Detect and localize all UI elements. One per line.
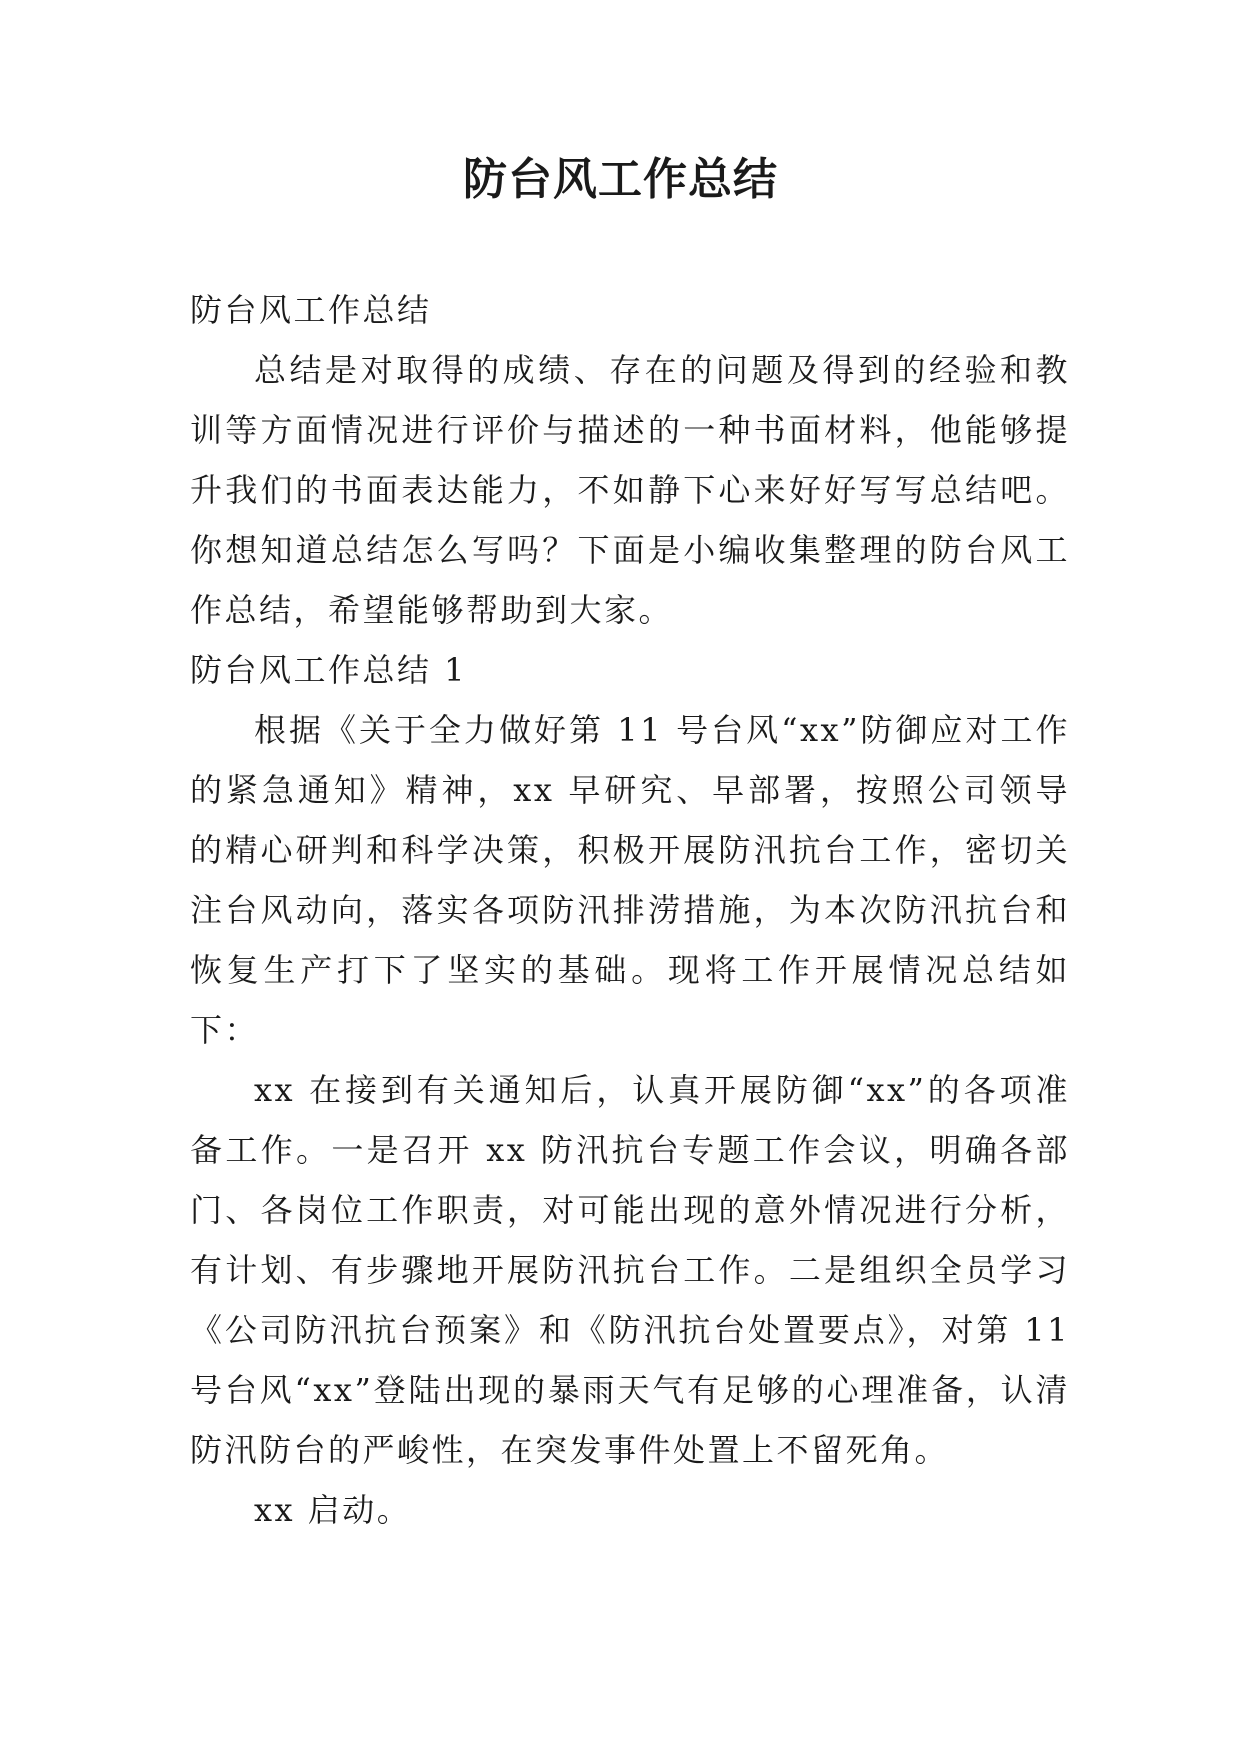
section-1-paragraph-1: 根据《关于全力做好第 11 号台风“xx”防御应对工作的紧急通知》精神，xx 早研究、早部署，按照公司领导的精心研判和科学决策，积极开展防汛抗台工作，密切关注台风动向，落实各项防汛排涝措施，为本次防汛抗台和恢复生产打下了坚实的基础。现将工作开展情况总结如下： — [190, 711, 1070, 1049]
document-subtitle: 防台风工作总结 — [190, 291, 432, 329]
section-1-paragraph-2: xx 在接到有关通知后，认真开展防御“xx”的各项准备工作。一是召开 xx 防汛抗台专题工作会议，明确各部门、各岗位工作职责，对可能出现的意外情况进行分析，有计划、有步骤地开展防汛抗台工作。二是组织全员学习《公司防汛抗台预案》和《防汛抗台处置要点》，对第 11 号台风“xx”登陆出现的暴雨天气有足够的心理准备，认清防汛防台的严峻性，在突发事件处置上不留死角。 — [190, 1071, 1070, 1469]
intro-paragraph: 总结是对取得的成绩、存在的问题及得到的经验和教训等方面情况进行评价与描述的一种书面材料，他能够提升我们的书面表达能力，不如静下心来好好写写总结吧。你想知道总结怎么写吗？下面是小编收集整理的防台风工作总结，希望能够帮助到大家。 — [190, 351, 1070, 629]
document-body — [190, 280, 1070, 1540]
section-1-paragraph-3: xx 启动。 — [254, 1491, 412, 1529]
section-1-heading: 防台风工作总结 1 — [190, 651, 468, 689]
document-title: 防台风工作总结 — [463, 154, 778, 205]
